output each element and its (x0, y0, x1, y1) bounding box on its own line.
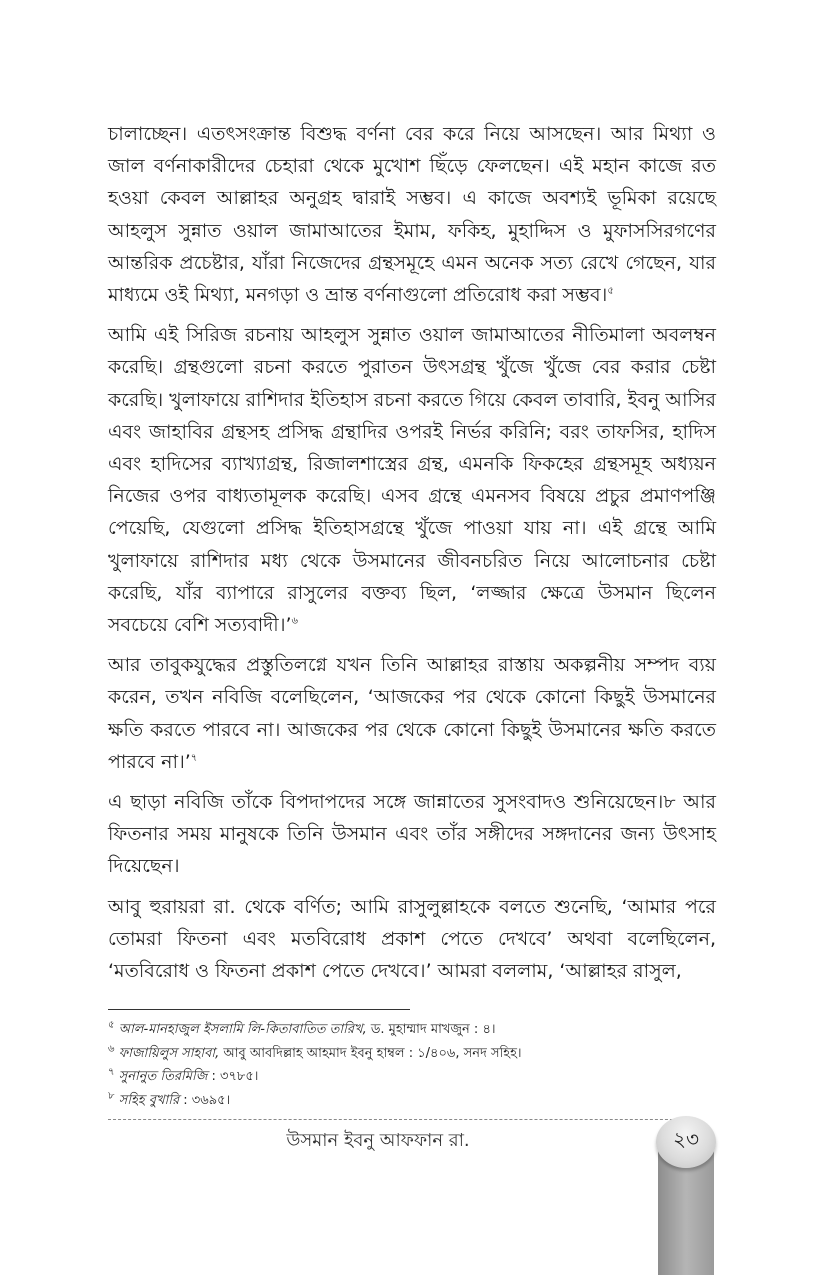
footnote-source-title: আল-মানহাজুল ইসলামি লি-কিতাবাতিত তারিখ, (118, 1022, 367, 1037)
footnote-item (108, 1018, 728, 1042)
footer-divider (108, 1119, 688, 1120)
footnote-number: ৬ (108, 1043, 115, 1055)
footnote-ref[interactable]: ৬ (291, 615, 299, 627)
footnote-source-title: সহিহ বুখারি (118, 1092, 180, 1108)
footnote-detail: : ৩৬৯৫। (179, 1092, 231, 1108)
footnotes (108, 1018, 728, 1112)
footnote-item (108, 1089, 728, 1113)
paragraph: আমি এই সিরিজ রচনায় আহলুস সুন্নাত ওয়াল জামাআতের নীতিমালা অবলম্বন করেছি। গ্রন্থগুলো রচনা করতে পুরাতন উৎসগ্রন্থ খুঁজে খুঁজে বের করার চেষ্টা করেছি। খুলাফায়ে রাশিদার ইতিহাস রচনা করতে গিয়ে কেবল তাবারি, ইবনু আসির এবং জাহাবির গ্রন্থসহ প্রসিদ্ধ গ্রন্থাদির ওপরই নির্ভর করিনি; বরং তাফসির, হাদিস এবং হাদিসের ব্যাখ্যাগ্রন্থ, রিজালশাস্ত্রের গ্রন্থ, এমনকি ফিকহের গ্রন্থসমূহ অধ্যয়ন নিজের ওপর বাধ্যতামূলক করেছি। এসব গ্রন্থে এমনসব বিষয়ে প্রচুর প্রমাণপঞ্জি পেয়েছি, যেগুলো প্রসিদ্ধ ইতিহাসগ্রন্থে খুঁজে পাওয়া যায় না। এই গ্রন্থে আমি খুলাফায়ে রাশিদার মধ্য থেকে উসমানের জীবনচরিত নিয়ে আলোচনার চেষ্টা করেছি, যাঁর ব্যাপারে রাসুলের বক্তব্য ছিল, ‘লজ্জার ক্ষেত্রে উসমান ছিলেন সবচেয়ে বেশি সত্যবাদী।’$^৬$ (108, 324, 716, 637)
footnote-detail: ড. মুহাম্মাদ মাখজুন : ৪। (366, 1022, 496, 1037)
paragraph: আর তাবুকযুদ্ধের প্রস্তুতিলগ্নে যখন তিনি আল্লাহর রাস্তায় অকল্পনীয় সম্পদ ব্যয় করেন, তখন নবিজি বলেছিলেন, ‘আজকের পর থেকে কোনো কিছুই উসমানের ক্ষতি করতে পারবে না। আজকের পর থেকে কোনো কিছুই উসমানের ক্ষতি করতে পারবে না।’$^৭$ (108, 654, 716, 773)
footnote-source-title: ফাজায়িলুস সাহাবা, (118, 1045, 220, 1061)
footnote-detail: : ৩৭৮৫। (207, 1069, 259, 1084)
footnote-divider (108, 1009, 410, 1010)
paragraph: এ ছাড়া নবিজি তাঁকে বিপদাপদের সঙ্গে জান্নাতের সুসংবাদও শুনিয়েছেন।৮ আর ফিতনার সময় মানুষকে তিনি উসমান এবং তাঁর সঙ্গীদের সঙ্গদানের জন্য উৎসাহ দিয়েছেন। (108, 791, 716, 878)
footnote-item (108, 1065, 728, 1089)
footnote-item (108, 1042, 728, 1066)
footnote-ref[interactable]: ৭ (190, 752, 198, 764)
paragraph: আবু হুরায়রা রা. থেকে বর্ণিত; আমি রাসুলুল্লাহকে বলতে শুনেছি, ‘আমার পরে তোমরা ফিতনা এবং মতবিরোধ প্রকাশ পেতে দেখবে’ অথবা বলেছিলেন, ‘মতবিরোধ ও ফিতনা প্রকাশ পেতে দেখবে।’ আমরা বললাম, ‘আল্লাহর রাসুল, (108, 895, 716, 983)
footnote-detail: আবু আবদিল্লাহ আহমাদ ইবনু হাম্বল : ১/৪০৬, সনদ সহিহ। (219, 1045, 522, 1061)
paragraph: চালাচ্ছেন। এতৎসংক্রান্ত বিশুদ্ধ বর্ণনা বের করে নিয়ে আসছেন। আর মিথ্যা ও জাল বর্ণনাকারীদের চেহারা থেকে মুখোশ ছিঁড়ে ফেলছেন। এই মহান কাজে রত হওয়া কেবল আল্লাহর অনুগ্রহ দ্বারাই সম্ভব। এ কাজে অবশ্যই ভূমিকা রয়েছে আহলুস সুন্নাত ওয়াল জামাআতের ইমাম, ফকিহ, মুহাদ্দিস ও মুফাসসিরগণের আন্তরিক প্রচেষ্টার, যাঁরা নিজেদের গ্রন্থসমূহে এমন অনেক সত্য রেখে গেছেন, যার মাধ্যমে ওই মিথ্যা, মনগড়া ও ভ্রান্ত বর্ণনাগুলো প্রতিরোধ করা সম্ভব।$^৫$ (108, 123, 716, 307)
main-text (108, 118, 716, 995)
footnote-ref[interactable]: ৫ (607, 285, 614, 297)
footnote-number: ৭ (108, 1066, 115, 1078)
running-title: উসমান ইবনু আফফান রা. (286, 1130, 470, 1151)
footnote-number: ৫ (108, 1019, 115, 1031)
footnote-number: ৮ (108, 1090, 115, 1102)
page-number: ২৩ (672, 1127, 699, 1151)
footnote-source-title: সুনানুত তিরমিজি (118, 1069, 208, 1084)
